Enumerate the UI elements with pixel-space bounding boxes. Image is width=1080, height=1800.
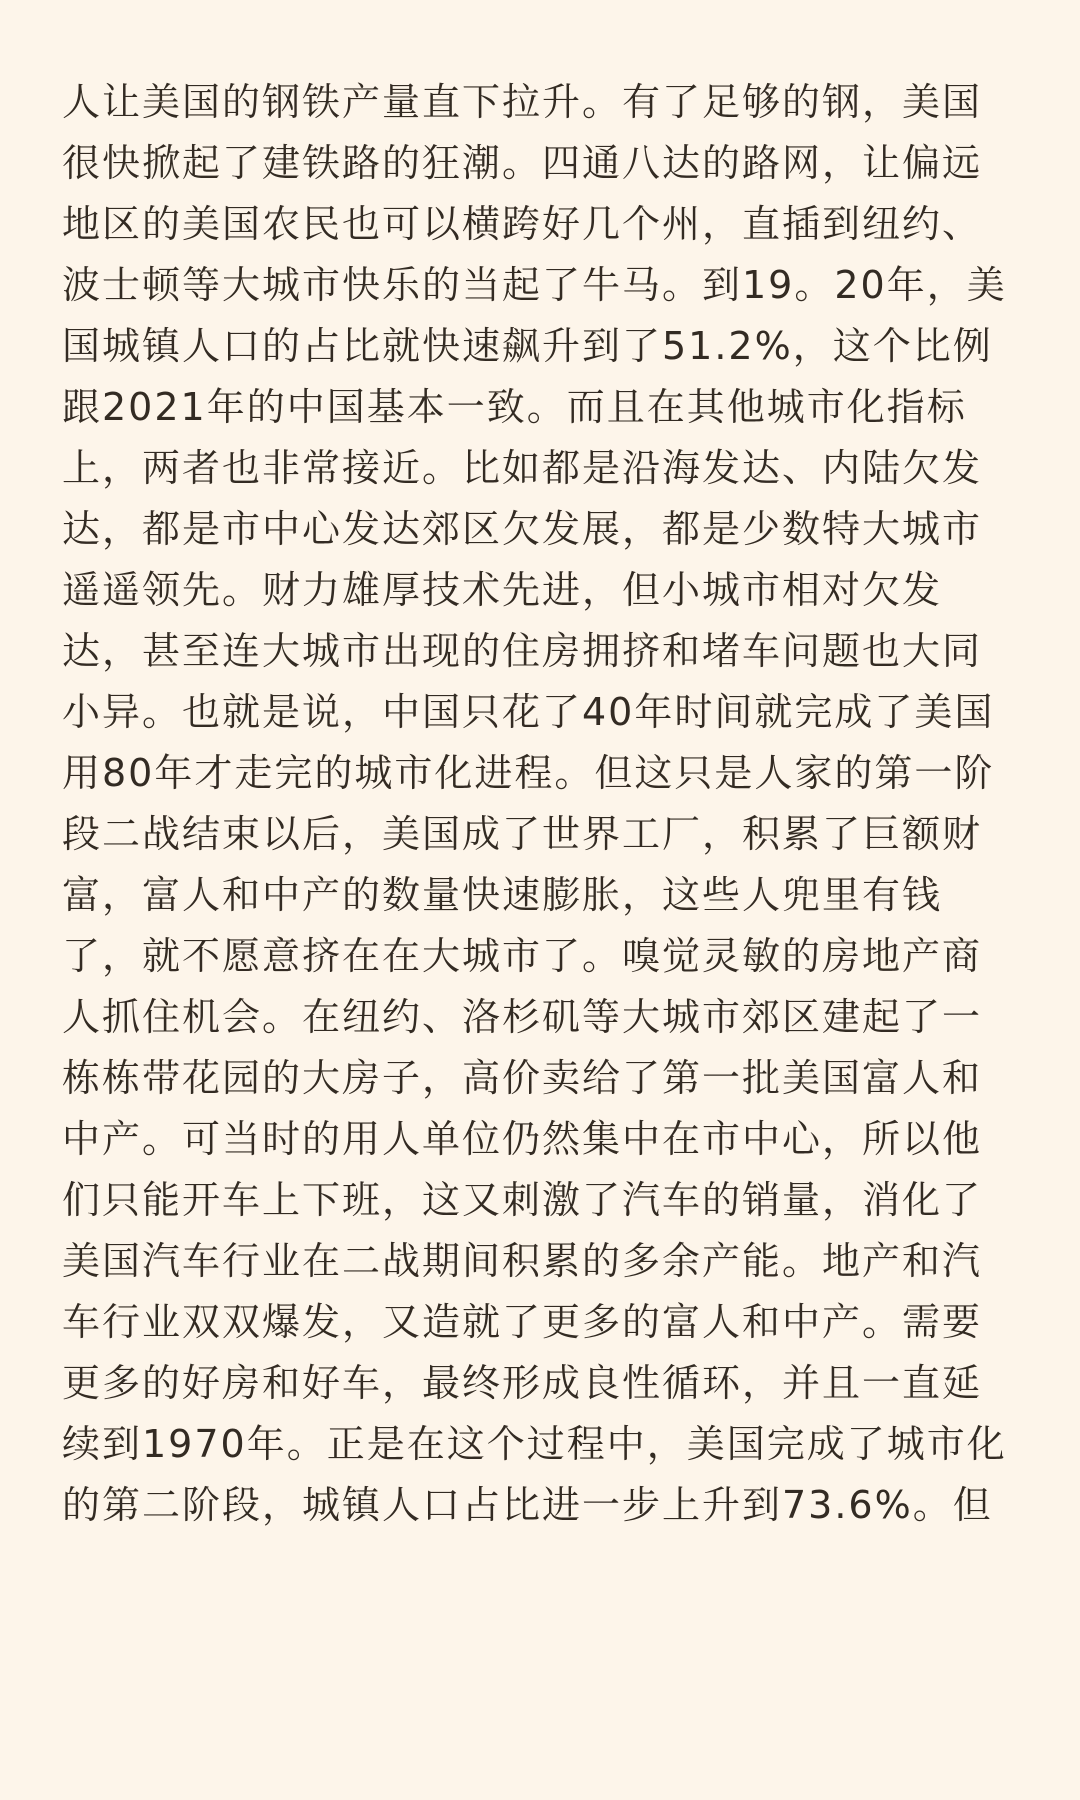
text-line: 的第二阶段，城镇人口占比进一步上升到73.6%。但 (62, 1483, 993, 1527)
text-line: 波士顿等大城市快乐的当起了牛马。到19。20年，美 (62, 263, 1007, 307)
text-line: 国城镇人口的占比就快速飙升到了51.2%，这个比例 (62, 324, 993, 368)
text-line: 人抓住机会。在纽约、洛杉矶等大城市郊区建起了一 (62, 995, 983, 1039)
text-line: 人让美国的钢铁产量直下拉升。有了足够的钢，美国 (62, 80, 983, 124)
text-line: 续到1970年。正是在这个过程中，美国完成了城市化 (62, 1422, 1007, 1466)
text-line: 用80年才走完的城市化进程。但这只是人家的第一阶 (62, 751, 995, 795)
text-line: 小异。也就是说，中国只花了40年时间就完成了美国 (62, 690, 995, 734)
text-line: 上，两者也非常接近。比如都是沿海发达、内陆欠发 (62, 446, 983, 490)
text-line: 车行业双双爆发，又造就了更多的富人和中产。需要 (62, 1300, 983, 1344)
text-line: 跟2021年的中国基本一致。而且在其他城市化指标 (62, 385, 967, 429)
text-line: 很快掀起了建铁路的狂潮。四通八达的路网，让偏远 (62, 141, 983, 185)
text-line: 栋栋带花园的大房子，高价卖给了第一批美国富人和 (62, 1056, 983, 1100)
text-line: 达，甚至连大城市出现的住房拥挤和堵车问题也大同 (62, 629, 983, 673)
text-line: 更多的好房和好车，最终形成良性循环，并且一直延 (62, 1361, 983, 1405)
text-line: 美国汽车行业在二战期间积累的多余产能。地产和汽 (62, 1239, 983, 1283)
text-line: 达，都是市中心发达郊区欠发展，都是少数特大城市 (62, 507, 983, 551)
text-line: 了，就不愿意挤在在大城市了。嗅觉灵敏的房地产商 (62, 934, 983, 978)
text-line: 遥遥领先。财力雄厚技术先进，但小城市相对欠发 (62, 568, 943, 612)
text-line: 富，富人和中产的数量快速膨胀，这些人兜里有钱 (62, 873, 943, 917)
text-line: 段二战结束以后，美国成了世界工厂，积累了巨额财 (62, 812, 983, 856)
text-line: 们只能开车上下班，这又刺激了汽车的销量，消化了 (62, 1178, 983, 1222)
article-body (62, 72, 1022, 1536)
text-line: 中产。可当时的用人单位仍然集中在市中心，所以他 (62, 1117, 983, 1161)
text-line: 地区的美国农民也可以横跨好几个州，直插到纽约、 (62, 202, 983, 246)
